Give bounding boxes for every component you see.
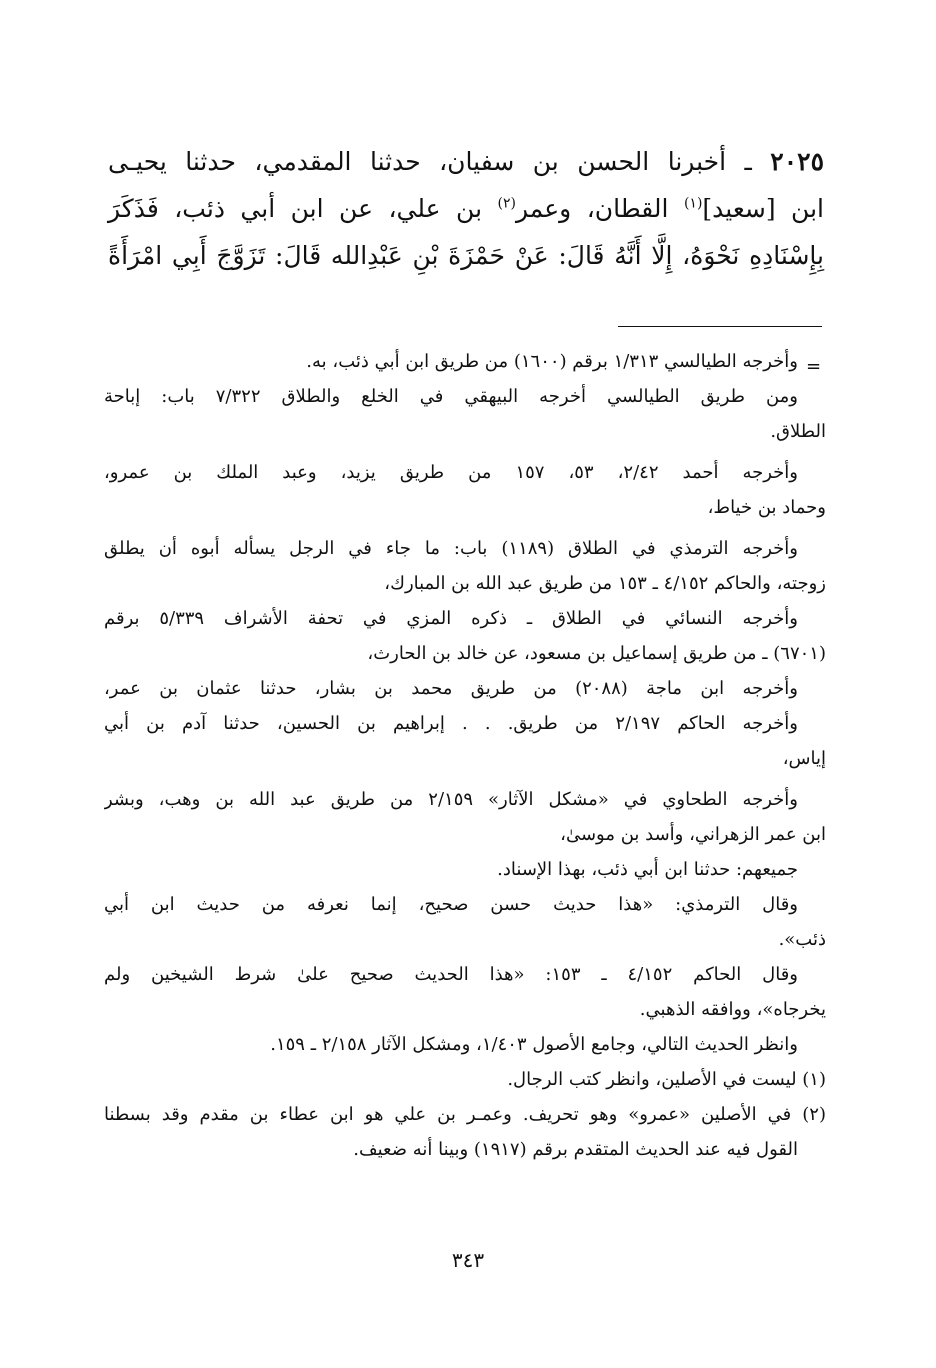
footnote-line: وحماد بن خياط،	[707, 497, 826, 518]
footnote-line: وانظر الحديث التالي، وجامع الأصول ١/٤٠٣، ومشكل الآثار ٢/١٥٨ ـ ١٥٩.	[270, 1034, 798, 1055]
footnote-line: ذئب».	[778, 929, 826, 950]
main-line-2-part-b: القطان، وعمر	[515, 194, 684, 223]
footnote-line: وأخرجه أحمد ٢/٤٢، ٥٣، ١٥٧ من طريق يزيد، وعبد الملك بن عمرو،	[104, 462, 799, 483]
footnote-line: الطلاق.	[770, 421, 826, 442]
footnote-line: وأخرجه ابن ماجة (٢٠٨٨) من طريق محمد بن بشار، حدثنا عثمان بن عمر،	[104, 678, 798, 699]
footnote-line: وأخرجه الطيالسي ١/٣١٣ برقم (١٦٠٠) من طريق ابن أبي ذئب، به.	[306, 351, 798, 372]
footnote-ref-2[interactable]: (٢)	[497, 195, 516, 212]
footnotes	[104, 344, 826, 1167]
main-line-2-part-c: بن علي، عن ابن أبي ذئب، فَذَكَرَ	[108, 194, 498, 223]
main-line-2-part-a: ابن [سعيد]	[702, 194, 824, 223]
footnote-2: (٢) في الأصلين «عمرو» وهو تحريف. وعمـر بن علي هو ابن عطاء بن مقدم وقد بسطنا	[104, 1104, 826, 1125]
footnote-line: جميعهم: حدثنا ابن أبي ذئب، بهذا الإسناد.	[497, 859, 798, 880]
main-line-1-text: ـ أخبرنا الحسن بن سفيان، حدثنا المقدمي، حدثنا يحيـى	[108, 147, 752, 176]
main-line-1	[108, 138, 824, 185]
footnote-line: وقال الترمذي: «هذا حديث حسن صحيح، إنما نعرفه من حديث ابن أبي	[104, 894, 798, 915]
footnote-line: زوجته، والحاكم ٤/١٥٢ ـ ١٥٣ من طريق عبد الله بن المبارك،	[384, 573, 826, 594]
footnote-line: ومن طريق الطيالسي أخرجه البيهقي في الخلع والطلاق ٧/٣٢٢ باب: إباحة	[104, 386, 798, 407]
footnote-separator	[618, 326, 822, 327]
footnote-line: وقال الحاكم ٤/١٥٢ ـ ١٥٣: «هذا الحديث صحيح علىٰ شرط الشيخين ولم	[104, 964, 798, 985]
footnote-line: إياس،	[782, 748, 826, 769]
footnote-line: (٦٧٠١) ـ من طريق إسماعيل بن مسعود، عن خالد بن الحارث،	[367, 643, 826, 664]
main-hadith-text	[108, 138, 824, 279]
page-number: ٣٤٣	[451, 1248, 485, 1272]
hadith-number: ٢٠٢٥	[770, 147, 824, 176]
main-line-3: بِإِسْنَادِهِ نَحْوَهُ، إِلَّا أَنَّهُ قَالَ: عَنْ حَمْزَةَ بْنِ عَبْدِالله قَالَ: تَزَوَّجَ أَبِي امْرَأَةً	[108, 241, 824, 270]
footnote-line: وأخرجه الترمذي في الطلاق (١١٨٩) باب: ما جاء في الرجل يسأله أبوه أن يطلق	[104, 538, 798, 559]
main-line-2	[108, 185, 824, 232]
footnote-2-continued: القول فيه عند الحديث المتقدم برقم (١٩١٧) وبينا أنه ضعيف.	[353, 1139, 798, 1160]
footnote-line: يخرجاه»، ووافقه الذهبي.	[639, 999, 826, 1020]
footnote-ref-1[interactable]: (١)	[683, 195, 703, 212]
footnote-line: وأخرجه الطحاوي في «مشكل الآثار» ٢/١٥٩ من طريق عبد الله بن وهب، وبشر	[104, 789, 798, 810]
footnote-continuation-mark: =	[806, 356, 822, 377]
footnote-line: ابن عمر الزهراني، وأسد بن موسىٰ،	[560, 824, 826, 845]
footnote-line: وأخرجه النسائي في الطلاق ـ ذكره المزي في تحفة الأشراف ٥/٣٣٩ برقم	[104, 608, 798, 629]
footnote-1: (١) ليست في الأصلين، وانظر كتب الرجال.	[507, 1069, 826, 1090]
footnote-line: وأخرجه الحاكم ٢/١٩٧ من طريق. . . إبراهيم بن الحسين، حدثنا آدم بن أبي	[104, 713, 798, 734]
